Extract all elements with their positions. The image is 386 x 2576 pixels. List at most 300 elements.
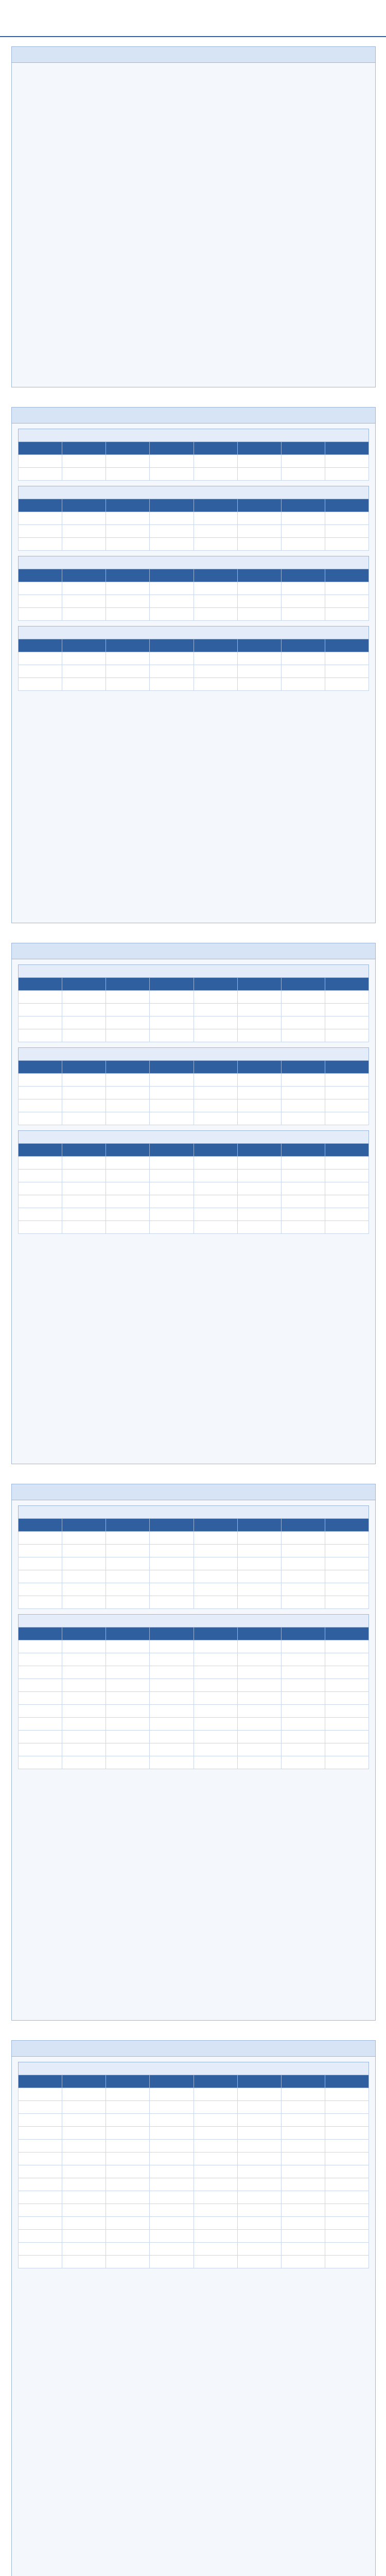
- table-cell: [106, 2204, 150, 2217]
- table-cell: [325, 1182, 369, 1195]
- table-cell: [281, 1074, 325, 1087]
- table-cell: [106, 1170, 150, 1182]
- column-header: [19, 499, 62, 512]
- table-cell: [150, 2217, 194, 2230]
- table-cell: [19, 1731, 62, 1743]
- table-cell: [325, 2178, 369, 2191]
- table-cell: [19, 1583, 62, 1596]
- table-cell: [194, 1692, 237, 1705]
- column-header: [325, 499, 369, 512]
- table-cell: [281, 2217, 325, 2230]
- table-cell: [19, 665, 62, 678]
- table-cell: [62, 1157, 106, 1170]
- table-cell: [62, 652, 106, 665]
- table-cell: [62, 608, 106, 621]
- table-cell: [325, 1195, 369, 1208]
- section-title: [12, 408, 375, 423]
- column-header: [19, 2075, 62, 2088]
- table-cell: [281, 665, 325, 678]
- column-header: [194, 1628, 237, 1640]
- price-table: [18, 499, 369, 551]
- column-header: [106, 639, 150, 652]
- table-cell: [281, 1570, 325, 1583]
- table-cell: [194, 2165, 237, 2178]
- table-cell: [325, 1004, 369, 1016]
- table-row: [19, 1029, 369, 1042]
- price-section-2: [11, 943, 376, 1464]
- table-cell: [237, 2243, 281, 2256]
- table-cell: [237, 582, 281, 595]
- table-cell: [150, 1170, 194, 1182]
- table-cell: [325, 2243, 369, 2256]
- table-cell: [106, 1221, 150, 1234]
- column-header: [19, 978, 62, 991]
- table-row: [19, 525, 369, 538]
- column-header: [19, 639, 62, 652]
- table-cell: [237, 2230, 281, 2243]
- table-cell: [194, 608, 237, 621]
- table-cell: [325, 1016, 369, 1029]
- table-cell: [106, 2191, 150, 2204]
- table-cell: [106, 468, 150, 481]
- table-cell: [237, 665, 281, 678]
- column-header: [62, 1628, 106, 1640]
- table-caption: [18, 1614, 369, 1627]
- table-cell: [281, 1692, 325, 1705]
- table-cell: [62, 2204, 106, 2217]
- table-cell: [150, 1029, 194, 1042]
- table-cell: [325, 2114, 369, 2127]
- column-header: [194, 442, 237, 455]
- column-header: [106, 499, 150, 512]
- table-cell: [150, 1112, 194, 1125]
- table-row: [19, 1705, 369, 1718]
- table-cell: [194, 1112, 237, 1125]
- table-cell: [281, 1545, 325, 1557]
- table-cell: [237, 1195, 281, 1208]
- table-cell: [150, 1557, 194, 1570]
- table-cell: [325, 2140, 369, 2153]
- table-cell: [62, 1653, 106, 1666]
- table-cell: [237, 1596, 281, 1609]
- news-item: [19, 249, 368, 267]
- column-header: [281, 1628, 325, 1640]
- table-cell: [325, 1087, 369, 1099]
- table-cell: [194, 1557, 237, 1570]
- table-row: [19, 1756, 369, 1769]
- table-cell: [194, 2153, 237, 2165]
- table-row: [19, 512, 369, 525]
- table-cell: [150, 1692, 194, 1705]
- table-cell: [281, 1640, 325, 1653]
- table-cell: [62, 2243, 106, 2256]
- table-cell: [150, 652, 194, 665]
- table-cell: [281, 1731, 325, 1743]
- table-cell: [62, 1170, 106, 1182]
- table-cell: [19, 1692, 62, 1705]
- table-cell: [62, 1666, 106, 1679]
- table-cell: [194, 2101, 237, 2114]
- column-header: [194, 499, 237, 512]
- table-cell: [19, 1182, 62, 1195]
- column-header: [237, 2075, 281, 2088]
- table-cell: [237, 608, 281, 621]
- table-cell: [106, 1004, 150, 1016]
- column-header: [325, 1628, 369, 1640]
- table-cell: [19, 538, 62, 551]
- table-cell: [106, 2114, 150, 2127]
- table-cell: [150, 1570, 194, 1583]
- table-cell: [106, 1157, 150, 1170]
- table-cell: [237, 455, 281, 468]
- table-cell: [281, 1679, 325, 1692]
- table-row: [19, 2178, 369, 2191]
- table-cell: [325, 1692, 369, 1705]
- table-cell: [237, 1112, 281, 1125]
- table-cell: [325, 1532, 369, 1545]
- table-header-row: [19, 442, 369, 455]
- table-cell: [237, 2127, 281, 2140]
- table-cell: [62, 1718, 106, 1731]
- table-cell: [62, 455, 106, 468]
- table-cell: [62, 2217, 106, 2230]
- table-cell: [150, 2191, 194, 2204]
- table-cell: [237, 1679, 281, 1692]
- column-header: [237, 442, 281, 455]
- table-cell: [19, 2153, 62, 2165]
- table-row: [19, 1157, 369, 1170]
- table-cell: [150, 1583, 194, 1596]
- column-header: [325, 2075, 369, 2088]
- table-cell: [19, 1653, 62, 1666]
- column-header: [325, 639, 369, 652]
- column-header: [19, 1061, 62, 1074]
- table-cell: [194, 1666, 237, 1679]
- table-row: [19, 2230, 369, 2243]
- table-cell: [325, 665, 369, 678]
- column-header: [150, 639, 194, 652]
- table-cell: [237, 1666, 281, 1679]
- table-row: [19, 2114, 369, 2127]
- table-cell: [194, 1705, 237, 1718]
- table-cell: [325, 1545, 369, 1557]
- table-cell: [325, 2191, 369, 2204]
- table-cell: [106, 1666, 150, 1679]
- table-cell: [281, 2140, 325, 2153]
- price-table-block: [18, 1130, 369, 1234]
- table-cell: [106, 2243, 150, 2256]
- table-cell: [237, 1016, 281, 1029]
- news-item: [19, 113, 368, 131]
- table-cell: [325, 1099, 369, 1112]
- table-cell: [325, 1731, 369, 1743]
- column-header: [150, 1061, 194, 1074]
- table-caption: [18, 1130, 369, 1143]
- table-cell: [62, 1743, 106, 1756]
- table-cell: [281, 582, 325, 595]
- column-header: [19, 1628, 62, 1640]
- table-cell: [325, 2165, 369, 2178]
- key-news-list: [12, 68, 375, 290]
- column-header: [325, 1061, 369, 1074]
- table-cell: [19, 1112, 62, 1125]
- table-cell: [106, 582, 150, 595]
- table-cell: [325, 525, 369, 538]
- table-cell: [106, 2088, 150, 2101]
- table-cell: [237, 468, 281, 481]
- table-cell: [150, 1074, 194, 1087]
- table-row: [19, 2217, 369, 2230]
- table-cell: [281, 991, 325, 1004]
- table-cell: [325, 1705, 369, 1718]
- table-cell: [281, 512, 325, 525]
- table-cell: [325, 1653, 369, 1666]
- table-cell: [62, 1596, 106, 1609]
- table-cell: [150, 1157, 194, 1170]
- table-cell: [237, 2165, 281, 2178]
- column-header: [194, 2075, 237, 2088]
- table-caption: [18, 1047, 369, 1060]
- table-cell: [194, 2230, 237, 2243]
- table-cell: [19, 678, 62, 691]
- column-header: [194, 1144, 237, 1157]
- table-row: [19, 1004, 369, 1016]
- table-cell: [106, 1756, 150, 1769]
- table-cell: [194, 2114, 237, 2127]
- column-header: [106, 569, 150, 582]
- table-cell: [281, 455, 325, 468]
- table-cell: [325, 582, 369, 595]
- column-header: [325, 978, 369, 991]
- table-cell: [237, 1705, 281, 1718]
- table-cell: [62, 2256, 106, 2268]
- table-cell: [281, 2088, 325, 2101]
- table-cell: [281, 1208, 325, 1221]
- table-cell: [325, 1170, 369, 1182]
- news-item: [19, 68, 368, 86]
- column-header: [194, 978, 237, 991]
- table-cell: [237, 2256, 281, 2268]
- table-cell: [150, 1743, 194, 1756]
- table-cell: [194, 1087, 237, 1099]
- table-cell: [325, 455, 369, 468]
- column-header: [106, 442, 150, 455]
- table-row: [19, 1731, 369, 1743]
- table-cell: [19, 1666, 62, 1679]
- table-cell: [62, 1221, 106, 1234]
- table-row: [19, 665, 369, 678]
- table-cell: [150, 2204, 194, 2217]
- table-cell: [106, 455, 150, 468]
- table-cell: [325, 1221, 369, 1234]
- table-cell: [237, 2204, 281, 2217]
- column-header: [237, 569, 281, 582]
- table-cell: [194, 652, 237, 665]
- table-row: [19, 991, 369, 1004]
- table-cell: [325, 2153, 369, 2165]
- table-cell: [106, 1583, 150, 1596]
- table-cell: [19, 1756, 62, 1769]
- column-header: [106, 978, 150, 991]
- column-header: [237, 1144, 281, 1157]
- news-item: [19, 159, 368, 176]
- column-header: [19, 1519, 62, 1532]
- table-cell: [150, 1195, 194, 1208]
- table-row: [19, 595, 369, 608]
- table-cell: [62, 582, 106, 595]
- table-cell: [325, 2088, 369, 2101]
- table-row: [19, 1099, 369, 1112]
- table-cell: [150, 1016, 194, 1029]
- table-cell: [150, 1679, 194, 1692]
- table-cell: [62, 1029, 106, 1042]
- table-cell: [19, 1557, 62, 1570]
- table-cell: [237, 1182, 281, 1195]
- table-row: [19, 2088, 369, 2101]
- table-cell: [62, 2165, 106, 2178]
- table-cell: [106, 1532, 150, 1545]
- table-cell: [19, 1099, 62, 1112]
- column-header: [106, 2075, 150, 2088]
- column-header: [194, 569, 237, 582]
- table-cell: [237, 1692, 281, 1705]
- table-row: [19, 2243, 369, 2256]
- table-cell: [19, 2256, 62, 2268]
- column-header: [281, 2075, 325, 2088]
- table-cell: [19, 1195, 62, 1208]
- table-cell: [150, 1004, 194, 1016]
- table-cell: [62, 2101, 106, 2114]
- price-section-4: [11, 2040, 376, 2576]
- table-cell: [150, 595, 194, 608]
- table-cell: [281, 1112, 325, 1125]
- table-cell: [281, 2256, 325, 2268]
- key-news-title: [12, 47, 375, 63]
- table-cell: [325, 1570, 369, 1583]
- table-cell: [106, 1679, 150, 1692]
- table-cell: [150, 2088, 194, 2101]
- table-cell: [62, 1087, 106, 1099]
- table-cell: [19, 2101, 62, 2114]
- table-cell: [62, 2153, 106, 2165]
- table-cell: [150, 1532, 194, 1545]
- report-header: [0, 0, 386, 37]
- table-cell: [62, 1004, 106, 1016]
- table-cell: [281, 2204, 325, 2217]
- table-cell: [19, 582, 62, 595]
- table-cell: [106, 1743, 150, 1756]
- price-table-block: [18, 1505, 369, 1609]
- table-cell: [281, 2191, 325, 2204]
- table-row: [19, 1545, 369, 1557]
- table-cell: [19, 2191, 62, 2204]
- table-cell: [106, 2217, 150, 2230]
- table-row: [19, 1718, 369, 1731]
- table-caption: [18, 429, 369, 442]
- table-cell: [19, 1157, 62, 1170]
- table-row: [19, 1666, 369, 1679]
- table-caption: [18, 486, 369, 499]
- column-header: [194, 639, 237, 652]
- table-cell: [237, 1221, 281, 1234]
- table-cell: [150, 678, 194, 691]
- table-cell: [62, 678, 106, 691]
- table-row: [19, 582, 369, 595]
- table-cell: [281, 2101, 325, 2114]
- column-header: [237, 639, 281, 652]
- news-item: [19, 91, 368, 108]
- column-header: [106, 1628, 150, 1640]
- market-comment: [19, 1239, 368, 1274]
- table-row: [19, 1074, 369, 1087]
- key-news-section: [11, 46, 376, 387]
- table-cell: [150, 2153, 194, 2165]
- table-cell: [62, 1545, 106, 1557]
- price-section-3: [11, 1484, 376, 2021]
- column-header: [62, 499, 106, 512]
- column-header: [62, 639, 106, 652]
- table-header-row: [19, 499, 369, 512]
- table-cell: [106, 991, 150, 1004]
- table-cell: [62, 468, 106, 481]
- table-cell: [237, 1545, 281, 1557]
- table-cell: [150, 1208, 194, 1221]
- table-cell: [281, 1666, 325, 1679]
- table-cell: [106, 1557, 150, 1570]
- table-cell: [150, 1731, 194, 1743]
- table-cell: [62, 1532, 106, 1545]
- table-cell: [150, 2256, 194, 2268]
- price-table: [18, 569, 369, 621]
- table-cell: [150, 455, 194, 468]
- price-table-block: [18, 486, 369, 551]
- table-cell: [62, 2191, 106, 2204]
- table-cell: [19, 2140, 62, 2153]
- table-cell: [62, 665, 106, 678]
- price-table: [18, 639, 369, 691]
- table-cell: [19, 2243, 62, 2256]
- table-row: [19, 678, 369, 691]
- table-cell: [237, 595, 281, 608]
- table-row: [19, 1679, 369, 1692]
- table-cell: [281, 2230, 325, 2243]
- table-cell: [194, 1157, 237, 1170]
- table-cell: [19, 1004, 62, 1016]
- table-cell: [281, 1029, 325, 1042]
- price-table: [18, 2075, 369, 2268]
- table-cell: [325, 652, 369, 665]
- table-cell: [194, 1596, 237, 1609]
- table-cell: [62, 1074, 106, 1087]
- table-cell: [62, 1208, 106, 1221]
- table-cell: [150, 608, 194, 621]
- table-cell: [237, 538, 281, 551]
- table-cell: [106, 1653, 150, 1666]
- table-cell: [106, 525, 150, 538]
- table-cell: [281, 1182, 325, 1195]
- table-cell: [281, 1195, 325, 1208]
- table-cell: [62, 991, 106, 1004]
- column-header: [194, 1061, 237, 1074]
- table-cell: [281, 1004, 325, 1016]
- table-cell: [106, 665, 150, 678]
- table-row: [19, 2204, 369, 2217]
- table-cell: [194, 2217, 237, 2230]
- table-cell: [150, 1596, 194, 1609]
- table-cell: [194, 2088, 237, 2101]
- table-cell: [150, 2101, 194, 2114]
- table-cell: [19, 652, 62, 665]
